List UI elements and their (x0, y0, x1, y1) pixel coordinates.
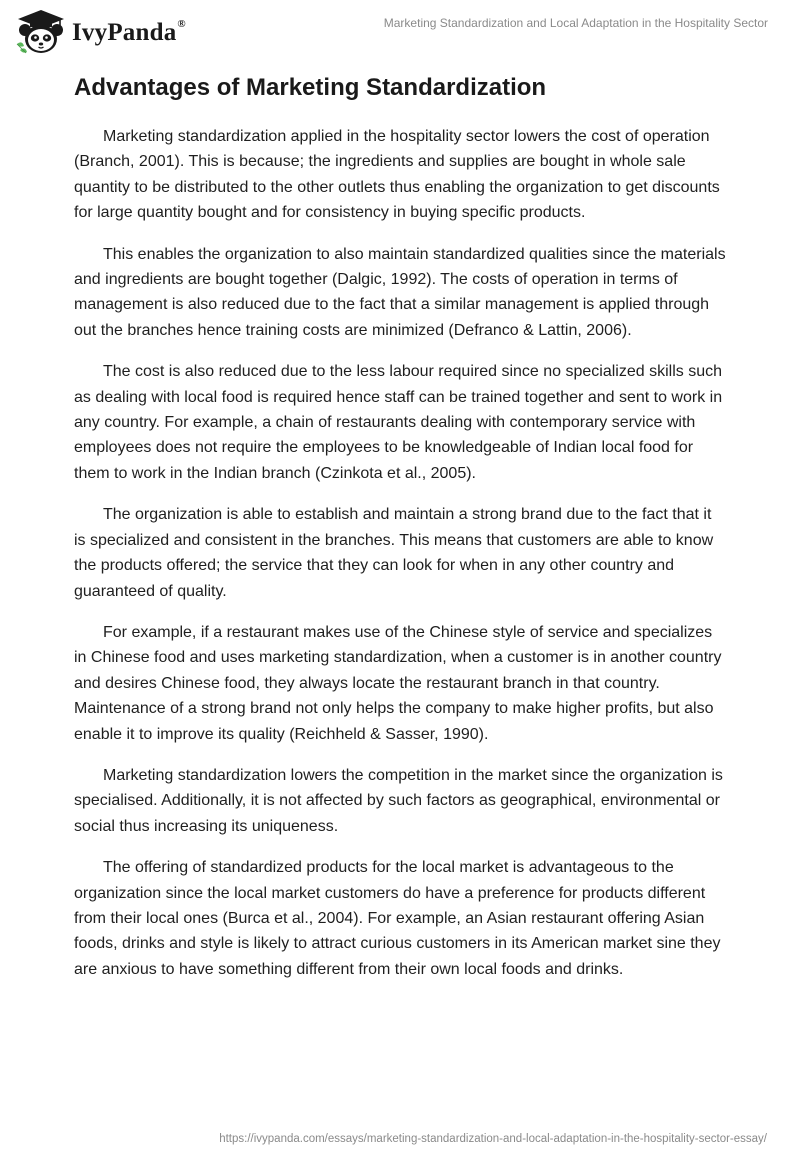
brand-name (72, 19, 186, 47)
paragraph-2: This enables the organization to also maintain standardized qualities since the materials and ingredients are bought together (Dalgic, 1992). The costs of operation in terms of management is also reduced due to the fact that a similar management is applied through out the branches hence training costs are minimized (Defranco & Lattin, 2006). (74, 245, 726, 339)
paragraph-4: The organization is able to establish and maintain a strong brand due to the fact that it is specialized and consistent in the branches. This means that customers are able to know the products offered; the service that they can look for when in any other country and guaranteed of quality. (74, 506, 714, 600)
paragraph-1: Marketing standardization applied in the hospitality sector lowers the cost of operation (Branch, 2001). This is because; the ingredients and supplies are bought in whole sale quantity to be distributed to the other outlets thus enabling the organization to get discounts for large quantity bought and for consistency in buying specific products. (74, 128, 720, 222)
paragraph-7: The offering of standardized products for the local market is advantageous to the organization since the local market customers do have a preference for products different from their local ones (Burca et al., 2004). For example, an Asian restaurant offering Asian foods, drinks and style is likely to attract curious customers in its American market sine they are anxious to have something different from their own local foods and drinks. (74, 859, 721, 978)
essay-content (74, 72, 726, 998)
registered-mark: ® (177, 17, 186, 30)
paragraph-5: For example, if a restaurant makes use of the Chinese style of service and specializes in Chinese food and uses marketing standardization, when a customer is in another country and desires Chinese food, they always locate the restaurant branch in that country. Maintenance of a strong brand not only helps the company to make higher profits, but also enable it to improve its quality (Reichheld & Sasser, 1990). (74, 623, 722, 743)
page-header (0, 0, 800, 64)
paragraph-3: The cost is also reduced due to the less labour required since no specialized skills such as dealing with local food is required hence staff can be trained together and sent to work in any country. For example, a chain of restaurants dealing with contemporary service with employees does not require the employees to be knowledgeable of Indian local food for them to work in the Indian branch (Czinkota et al., 2005). (74, 363, 723, 482)
source-url[interactable]: https://ivypanda.com/essays/marketing-standardization-and-local-adaptation-in-the-hospitality-sector-essay/ (219, 1133, 767, 1145)
brand-name-text: IvyPanda (72, 19, 177, 46)
section-heading: Advantages of Marketing Standardization (74, 74, 547, 101)
paragraph-6: Marketing standardization lowers the competition in the market since the organization is specialised. Additionally, it is not affected by such factors as geographical, environmental or social thus increasing its uniqueness. (74, 766, 723, 835)
ivypanda-logo[interactable] (14, 8, 186, 56)
document-title: Marketing Standardization and Local Adaptation in the Hospitality Sector (383, 16, 768, 30)
panda-graduate-icon (14, 8, 68, 56)
